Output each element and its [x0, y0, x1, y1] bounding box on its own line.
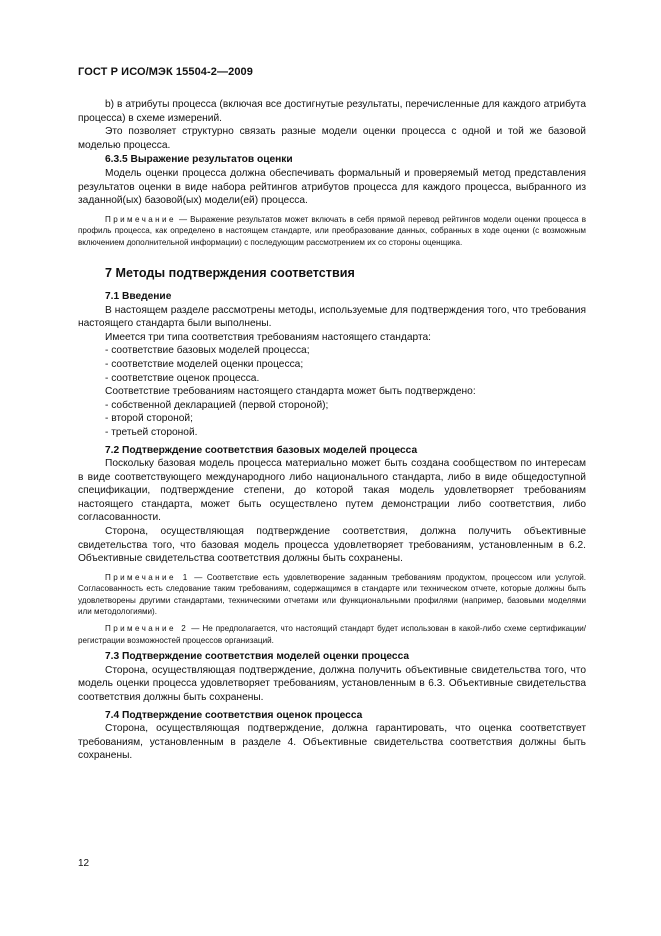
- note-text: — Соответствие есть удовлетворение заданным требованиям продуктом, процессом или услугой. Согласованность есть следование таким требованиям, содержащимся в стандарте или техническом отчете, которые должны быть удовлетворены другими стандартами, техническими отчетами или функциональными профилями (например, базовыми моделями или методологиями).: [78, 572, 586, 617]
- paragraph: Соответствие требованиям настоящего стандарта может быть подтверждено:: [105, 386, 476, 398]
- paragraph: Сторона, осуществляющая подтверждение соответствия, должна получить объективные свидетельства того, что базовая модель процесса удовлетворяет требованиям, установленным в 6.2. Объективные свидетельства соответствия должны быть сохранены.: [78, 526, 586, 565]
- list-item: - третьей стороной.: [105, 426, 198, 438]
- section-heading-7-3: 7.3 Подтверждение соответствия моделей оценки процесса: [105, 651, 410, 663]
- paragraph: Сторона, осуществляющая подтверждение, должна гарантировать, что оценка соответствует требованиям, установленным в разделе 4. Объективные свидетельства соответствия должны быть сохранены.: [78, 723, 586, 762]
- list-item: - соответствие базовых моделей процесса;: [105, 345, 310, 357]
- paragraph: Модель оценки процесса должна обеспечивать формальный и проверяемый метод представления результатов оценки в виде набора рейтингов атрибутов процесса для каждого процесса, выбранного из заданной(ых) базовой(ых) модели(ей) процесса.: [78, 167, 586, 207]
- note-2: [78, 623, 586, 646]
- note-lead: Примечание: [105, 214, 176, 224]
- section-heading-6-3-5: 6.3.5 Выражение результатов оценки: [105, 154, 293, 166]
- paragraph: Поскольку базовая модель процесса материально может быть создана сообществом по интересам в виде соответствующего международного либо национального стандарта, либо в виде общедоступной спецификации, подтверждение степени, до которой такая модель удовлетворяет требованиям настоящего стандарта, может быть осуществлено путем демонстрации либо соответствия, либо согласованности.: [78, 458, 586, 524]
- paragraph: Имеется три типа соответствия требованиям настоящего стандарта:: [105, 331, 431, 343]
- section-heading-7-1: 7.1 Введение: [105, 290, 172, 302]
- note-lead: Примечание 2: [105, 624, 189, 634]
- list-item: - соответствие оценок процесса.: [105, 372, 260, 384]
- page-number: 12: [78, 858, 90, 869]
- section-heading-7: 7 Методы подтверждения соответствия: [105, 265, 355, 280]
- paragraph: Это позволяет структурно связать разные модели оценки процесса с одной и той же базовой моделью процесса.: [78, 126, 586, 151]
- paragraph: В настоящем разделе рассмотрены методы, используемые для подтверждения того, что требования настоящего стандарта были выполнены.: [78, 304, 586, 330]
- section-heading-7-2: 7.2 Подтверждение соответствия базовых моделей процесса: [105, 444, 418, 456]
- document-header: ГОСТ Р ИСО/МЭК 15504-2—2009: [78, 66, 253, 78]
- note-lead: Примечание 1: [105, 572, 190, 582]
- document-body: [78, 98, 586, 763]
- section-heading-7-4: 7.4 Подтверждение соответствия оценок процесса: [105, 709, 363, 721]
- note-text: — Не предполагается, что настоящий стандарт будет использован в какой-либо схеме сертификации/регистрации возможностей процессов организаций.: [78, 624, 586, 645]
- list-item: - соответствие моделей оценки процесса;: [105, 358, 304, 370]
- list-item: - второй стороной;: [105, 413, 193, 425]
- paragraph: Сторона, осуществляющая подтверждение, должна получить объективные свидетельства того, что модель оценки процесса удовлетворяет требованиям, установленным в 6.3. Объективные свидетельства соответствия должны быть сохранены.: [78, 664, 586, 704]
- note-1: [78, 572, 586, 618]
- note-text: — Выражение результатов может включать в себя прямой перевод рейтингов модели оценки процесса в профиль процесса, как определено в настоящем стандарте, или преобразование данных, собранных в ходе оценки (с возможным включением дополнительной информации) с последующим рассмотрением их со стороны оценщика.: [78, 214, 586, 247]
- note: [78, 214, 586, 248]
- list-item-b: b) в атрибуты процесса (включая все достигнутые результаты, перечисленные для каждого атрибута процесса) в схеме измерений.: [78, 99, 586, 124]
- list-item: - собственной декларацией (первой стороной);: [105, 399, 329, 411]
